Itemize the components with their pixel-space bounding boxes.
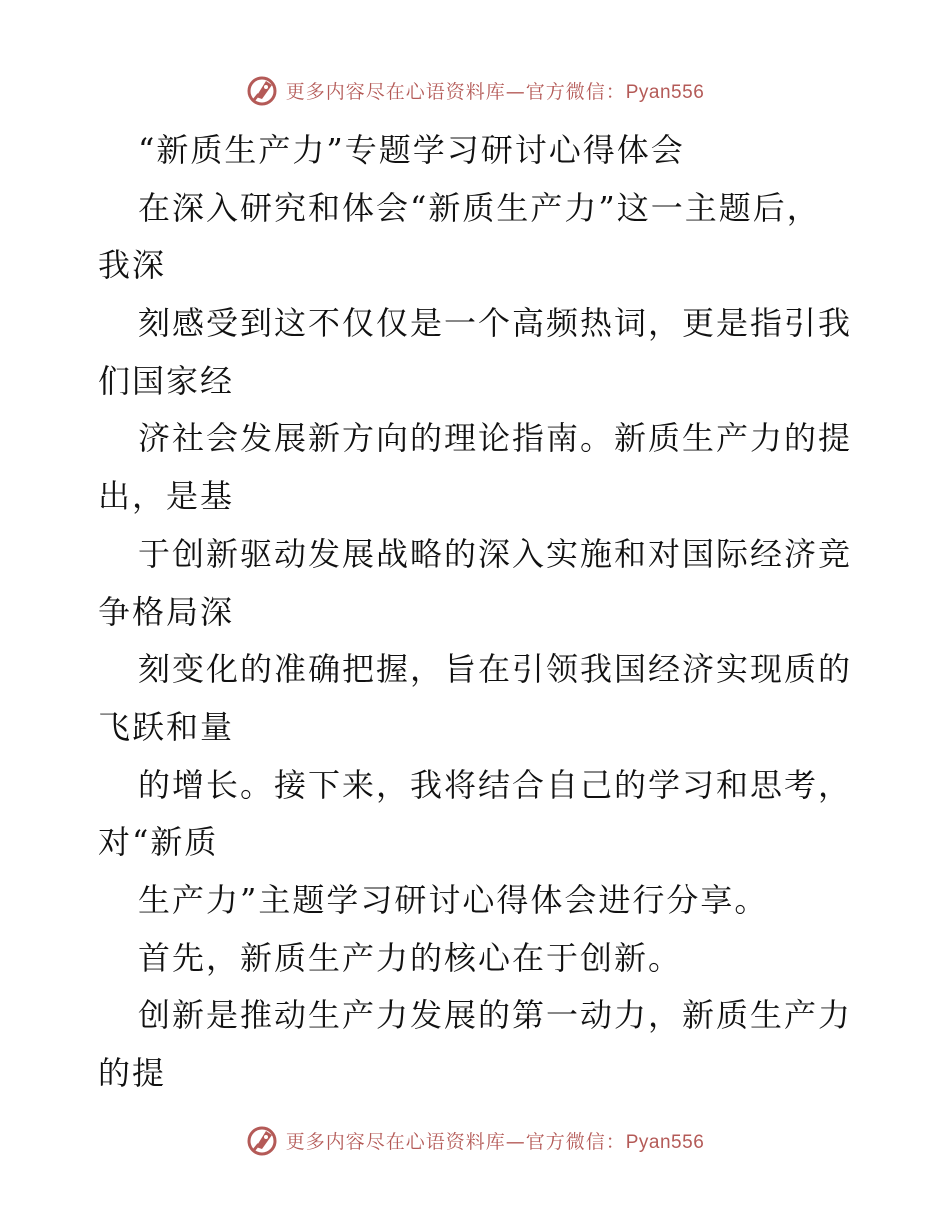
- footer-account: Pyan556: [625, 1131, 705, 1153]
- text-line: 在深入研究和体会“新质生产力”这一主题后，: [138, 188, 821, 227]
- header-separator: —官方微信：: [505, 80, 626, 103]
- text-line: 出，是基: [98, 477, 235, 516]
- pen-nib-logo-icon: [246, 73, 280, 107]
- text-line: 创新是推动生产力发展的第一动力，新质生产力: [138, 996, 853, 1035]
- text-line: 们国家经: [98, 361, 235, 400]
- paragraph-lines: [98, 180, 858, 1103]
- text-line: 争格局深: [98, 592, 235, 631]
- header-banner: [0, 70, 950, 110]
- text-line: 飞跃和量: [98, 707, 235, 746]
- text-line: 的提: [98, 1054, 167, 1092]
- footer-banner-text: [286, 1127, 705, 1154]
- footer-banner: [0, 1120, 950, 1160]
- text-line: 刻感受到这不仅仅是一个高频热词，更是指引我: [138, 304, 853, 343]
- header-banner-text: [286, 77, 705, 104]
- text-line: 首先，新质生产力的核心在于创新。: [138, 938, 683, 977]
- header-account: Pyan556: [625, 81, 705, 103]
- text-line: 对“新质: [98, 823, 219, 862]
- text-line: 济社会发展新方向的理论指南。新质生产力的提: [138, 419, 853, 458]
- header-brand: 更多内容尽在心语资料库: [285, 80, 506, 103]
- pen-nib-logo-icon: [246, 1123, 280, 1157]
- document-body: [98, 122, 858, 1103]
- text-line: 我深: [98, 246, 167, 285]
- footer-brand: 更多内容尽在心语资料库: [285, 1130, 506, 1153]
- text-line: 刻变化的准确把握，旨在引领我国经济实现质的: [138, 650, 853, 689]
- document-title: “新质生产力”专题学习研讨心得体会: [138, 131, 685, 169]
- text-line: 的增长。接下来，我将结合自己的学习和思考，: [138, 765, 853, 804]
- footer-separator: —官方微信：: [505, 1130, 626, 1153]
- text-line: 生产力”主题学习研讨心得体会进行分享。: [138, 880, 769, 919]
- text-line: 于创新驱动发展战略的深入实施和对国际经济竞: [138, 534, 853, 573]
